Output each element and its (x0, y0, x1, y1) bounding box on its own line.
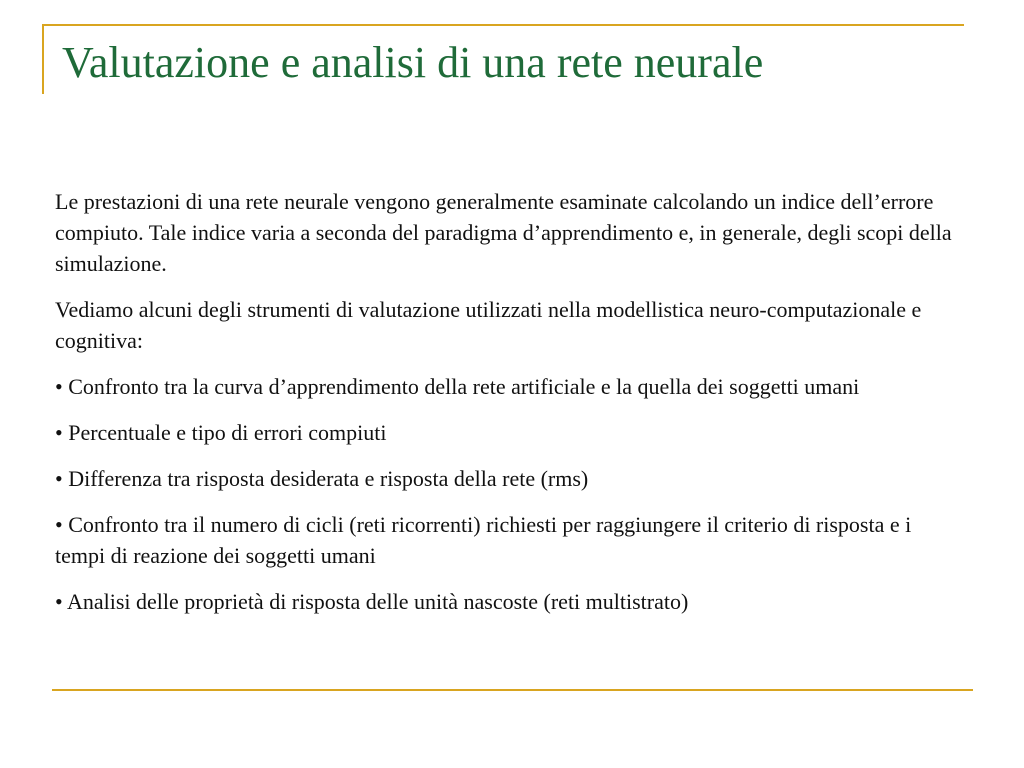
bullet-rms-difference: • Differenza tra risposta desiderata e risposta della rete (rms) (55, 466, 589, 491)
intro-paragraph: Le prestazioni di una rete neurale vengono generalmente esaminate calcolando un indice dell’errore compiuto. Tale indice varia a seconda del paradigma d’apprendimento e, in generale, degli scopi della simulazione. (55, 189, 952, 276)
bullet-error-types: • Percentuale e tipo di errori compiuti (55, 420, 387, 445)
slide-body (55, 186, 965, 632)
title-left-rule (42, 24, 44, 94)
title-top-rule (42, 24, 964, 26)
bullet-cycles-reaction-times: • Confronto tra il numero di cicli (reti ricorrenti) richiesti per raggiungere il criterio di risposta e i tempi di reazione dei soggetti umani (55, 512, 912, 568)
bullet-hidden-units: • Analisi delle proprietà di risposta delle unità nascoste (reti multistrato) (55, 589, 689, 614)
tools-intro-paragraph: Vediamo alcuni degli strumenti di valutazione utilizzati nella modellistica neuro-computazionale e cognitiva: (55, 297, 922, 353)
bottom-rule (52, 689, 973, 691)
bullet-learning-curve: • Confronto tra la curva d’apprendimento della rete artificiale e la quella dei soggetti umani (55, 374, 860, 399)
slide-title: Valutazione e analisi di una rete neurale (62, 38, 764, 87)
